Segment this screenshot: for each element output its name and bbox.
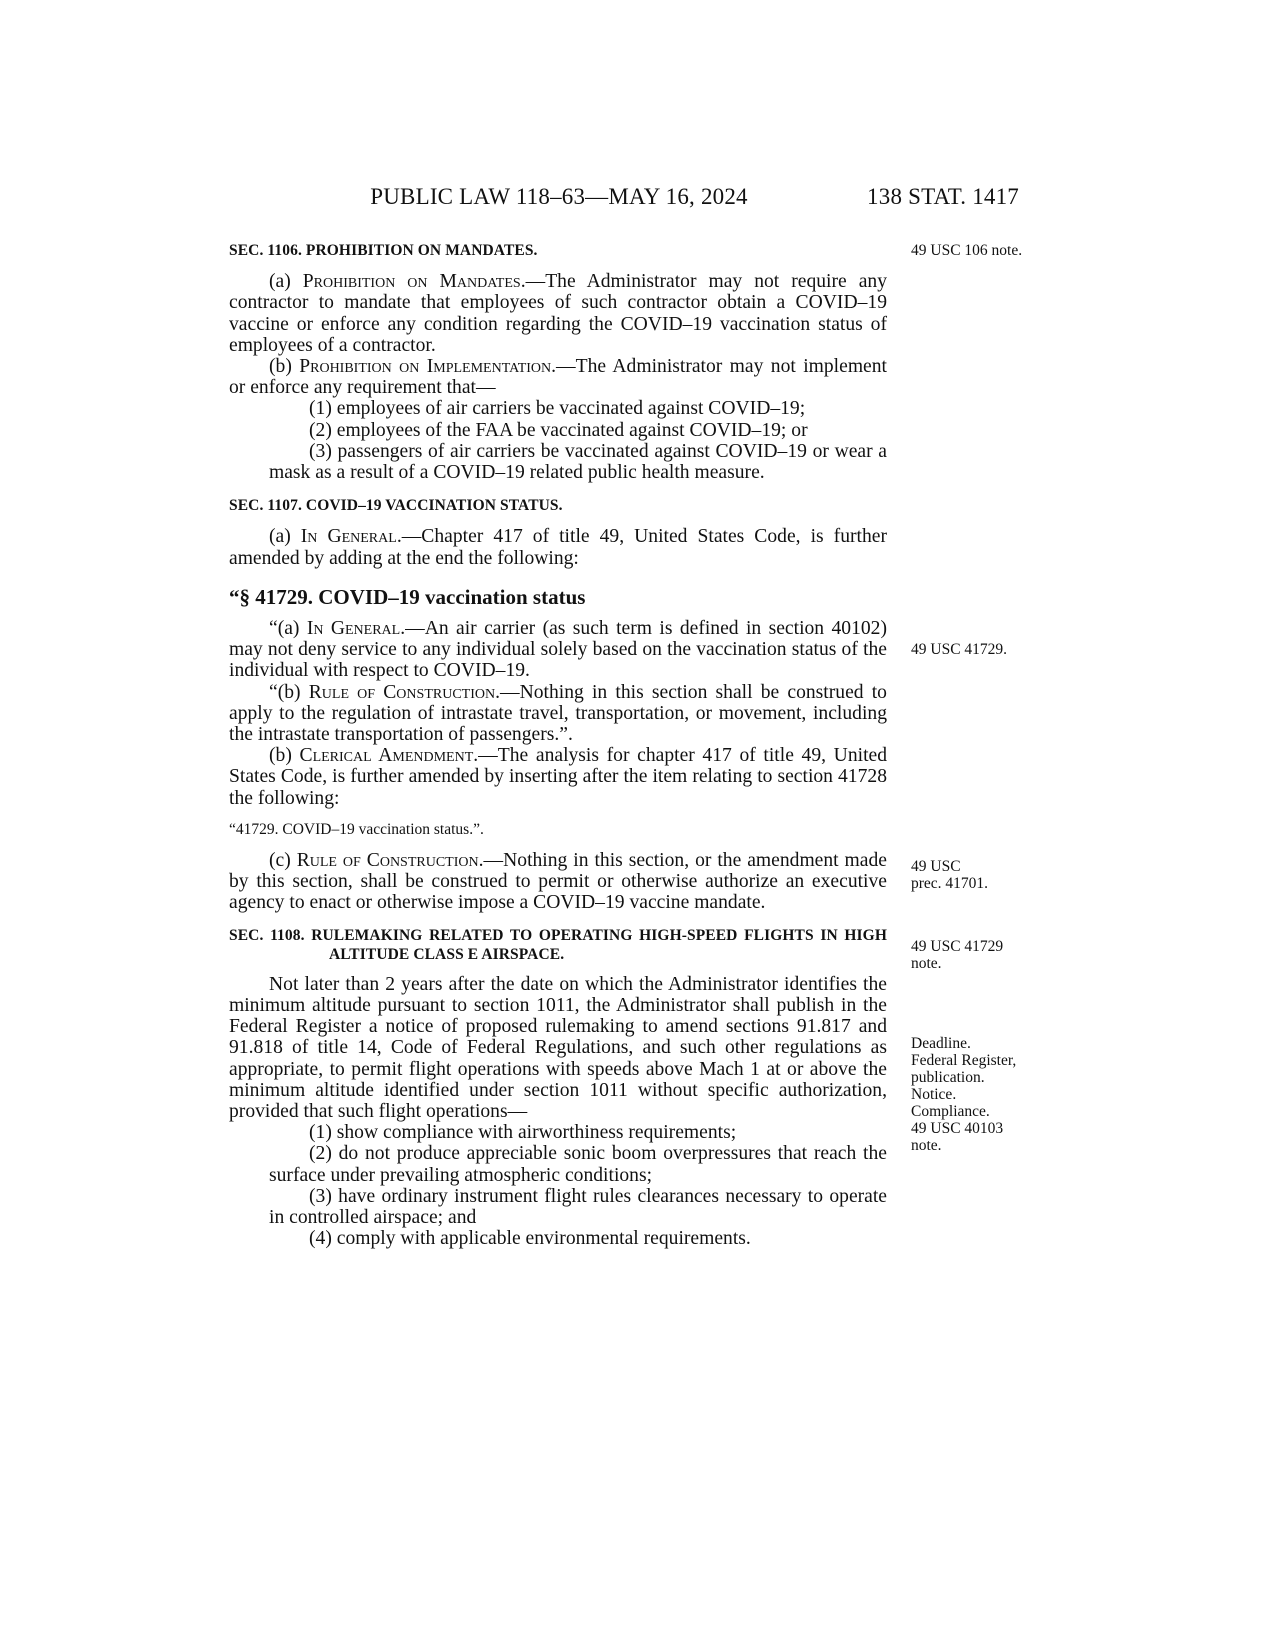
- table-of-sections-item: “41729. COVID–19 vaccination status.”.: [229, 820, 484, 838]
- code-section-heading: “§ 41729. COVID–19 vaccination status: [229, 584, 586, 609]
- list-item: (1) employees of air carriers be vaccinated against COVID–19;: [309, 398, 806, 420]
- section-1108-intro: Not later than 2 years after the date on which the Administrator identifies the minimum altitude pursuant to section 1011, the Administrator shall publish in the Federal Register a notice of proposed rulemaking to amend sections 91.817 and 91.818 of title 14, Code of Federal Regulations, and such other regulations as appropriate, to permit flight operations with speeds above Mach 1 at or above the minimum altitude identified under section 1011 without specific authorization, provided that such flight operations—: [229, 973, 887, 1122]
- running-title: PUBLIC LAW 118–63—MAY 16, 2024: [370, 184, 748, 209]
- margin-note-prec-41701: 49 USC prec. 41701.: [911, 858, 989, 892]
- section-heading-1108: SEC. 1108. RULEMAKING RELATED TO OPERATING HIGH-SPEED FLIGHTS IN HIGH ALTITUDE CLASS E AIRSPACE.: [229, 926, 887, 963]
- margin-note-41729: 49 USC 41729.: [911, 641, 1008, 658]
- list-item: (1) show compliance with airworthiness requirements;: [309, 1122, 737, 1144]
- code-subsection-a: “(a) In General.—An air carrier (as such term is defined in section 40102) may not deny service to any individual solely based on the vaccination status of the individual with respect to COVID–19.: [229, 618, 887, 682]
- page-header: [229, 184, 1019, 216]
- margin-note-1106: 49 USC 106 note.: [911, 242, 1023, 259]
- list-item: (2) employees of the FAA be vaccinated against COVID–19; or: [309, 419, 808, 441]
- list-1108: [269, 1122, 887, 1249]
- list-item: (3) have ordinary instrument flight rules clearances necessary to operate in controlled airspace; and: [269, 1185, 887, 1228]
- section-heading-1107: SEC. 1107. COVID–19 VACCINATION STATUS.: [229, 497, 563, 515]
- page-body: [229, 240, 887, 1249]
- subsection-1107-a: (a) In General.—Chapter 417 of title 49, United States Code, is further amended by adding at the end the following:: [229, 526, 887, 569]
- subsection-1106-b: (b) Prohibition on Implementation.—The Administrator may not implement or enforce any requirement that—: [229, 356, 887, 399]
- list-1106-b: [269, 398, 887, 483]
- subsection-1107-b: (b) Clerical Amendment.—The analysis for chapter 417 of title 49, United States Code, is further amended by inserting after the item relating to section 41728 the following:: [229, 745, 888, 809]
- subsection-1107-c: (c) Rule of Construction.—Nothing in this section, or the amendment made by this section, shall be construed to permit or otherwise authorize an executive agency to enact or otherwise impose a COVID–19 vaccine mandate.: [229, 850, 887, 914]
- subsection-1106-a: (a) Prohibition on Mandates.—The Administrator may not require any contractor to mandate that employees of such contractor obtain a COVID–19 vaccine or enforce any condition regarding the COVID–19 vaccination status of employees of a contractor.: [229, 271, 887, 356]
- margin-note-41729-note: 49 USC 41729 note.: [911, 938, 1004, 972]
- code-subsection-b: “(b) Rule of Construction.—Nothing in this section shall be construed to apply to the regulation of intrastate travel, transportation, or movement, including the intrastate transportation of passengers.”.: [229, 681, 887, 746]
- list-item: (3) passengers of air carriers be vaccinated against COVID–19 or wear a mask as a result of a COVID–19 related public health measure.: [269, 440, 887, 484]
- list-item: (4) comply with applicable environmental requirements.: [309, 1228, 751, 1250]
- statute-page-number: 138 STAT. 1417: [867, 184, 1019, 209]
- section-heading-1106: SEC. 1106. PROHIBITION ON MANDATES.: [229, 242, 538, 259]
- margin-note-1108: Deadline. Federal Register, publication. Notice. Compliance. 49 USC 40103 note.: [911, 1035, 1017, 1154]
- list-item: (2) do not produce appreciable sonic boom overpressures that reach the surface under prevailing atmospheric conditions;: [269, 1143, 887, 1186]
